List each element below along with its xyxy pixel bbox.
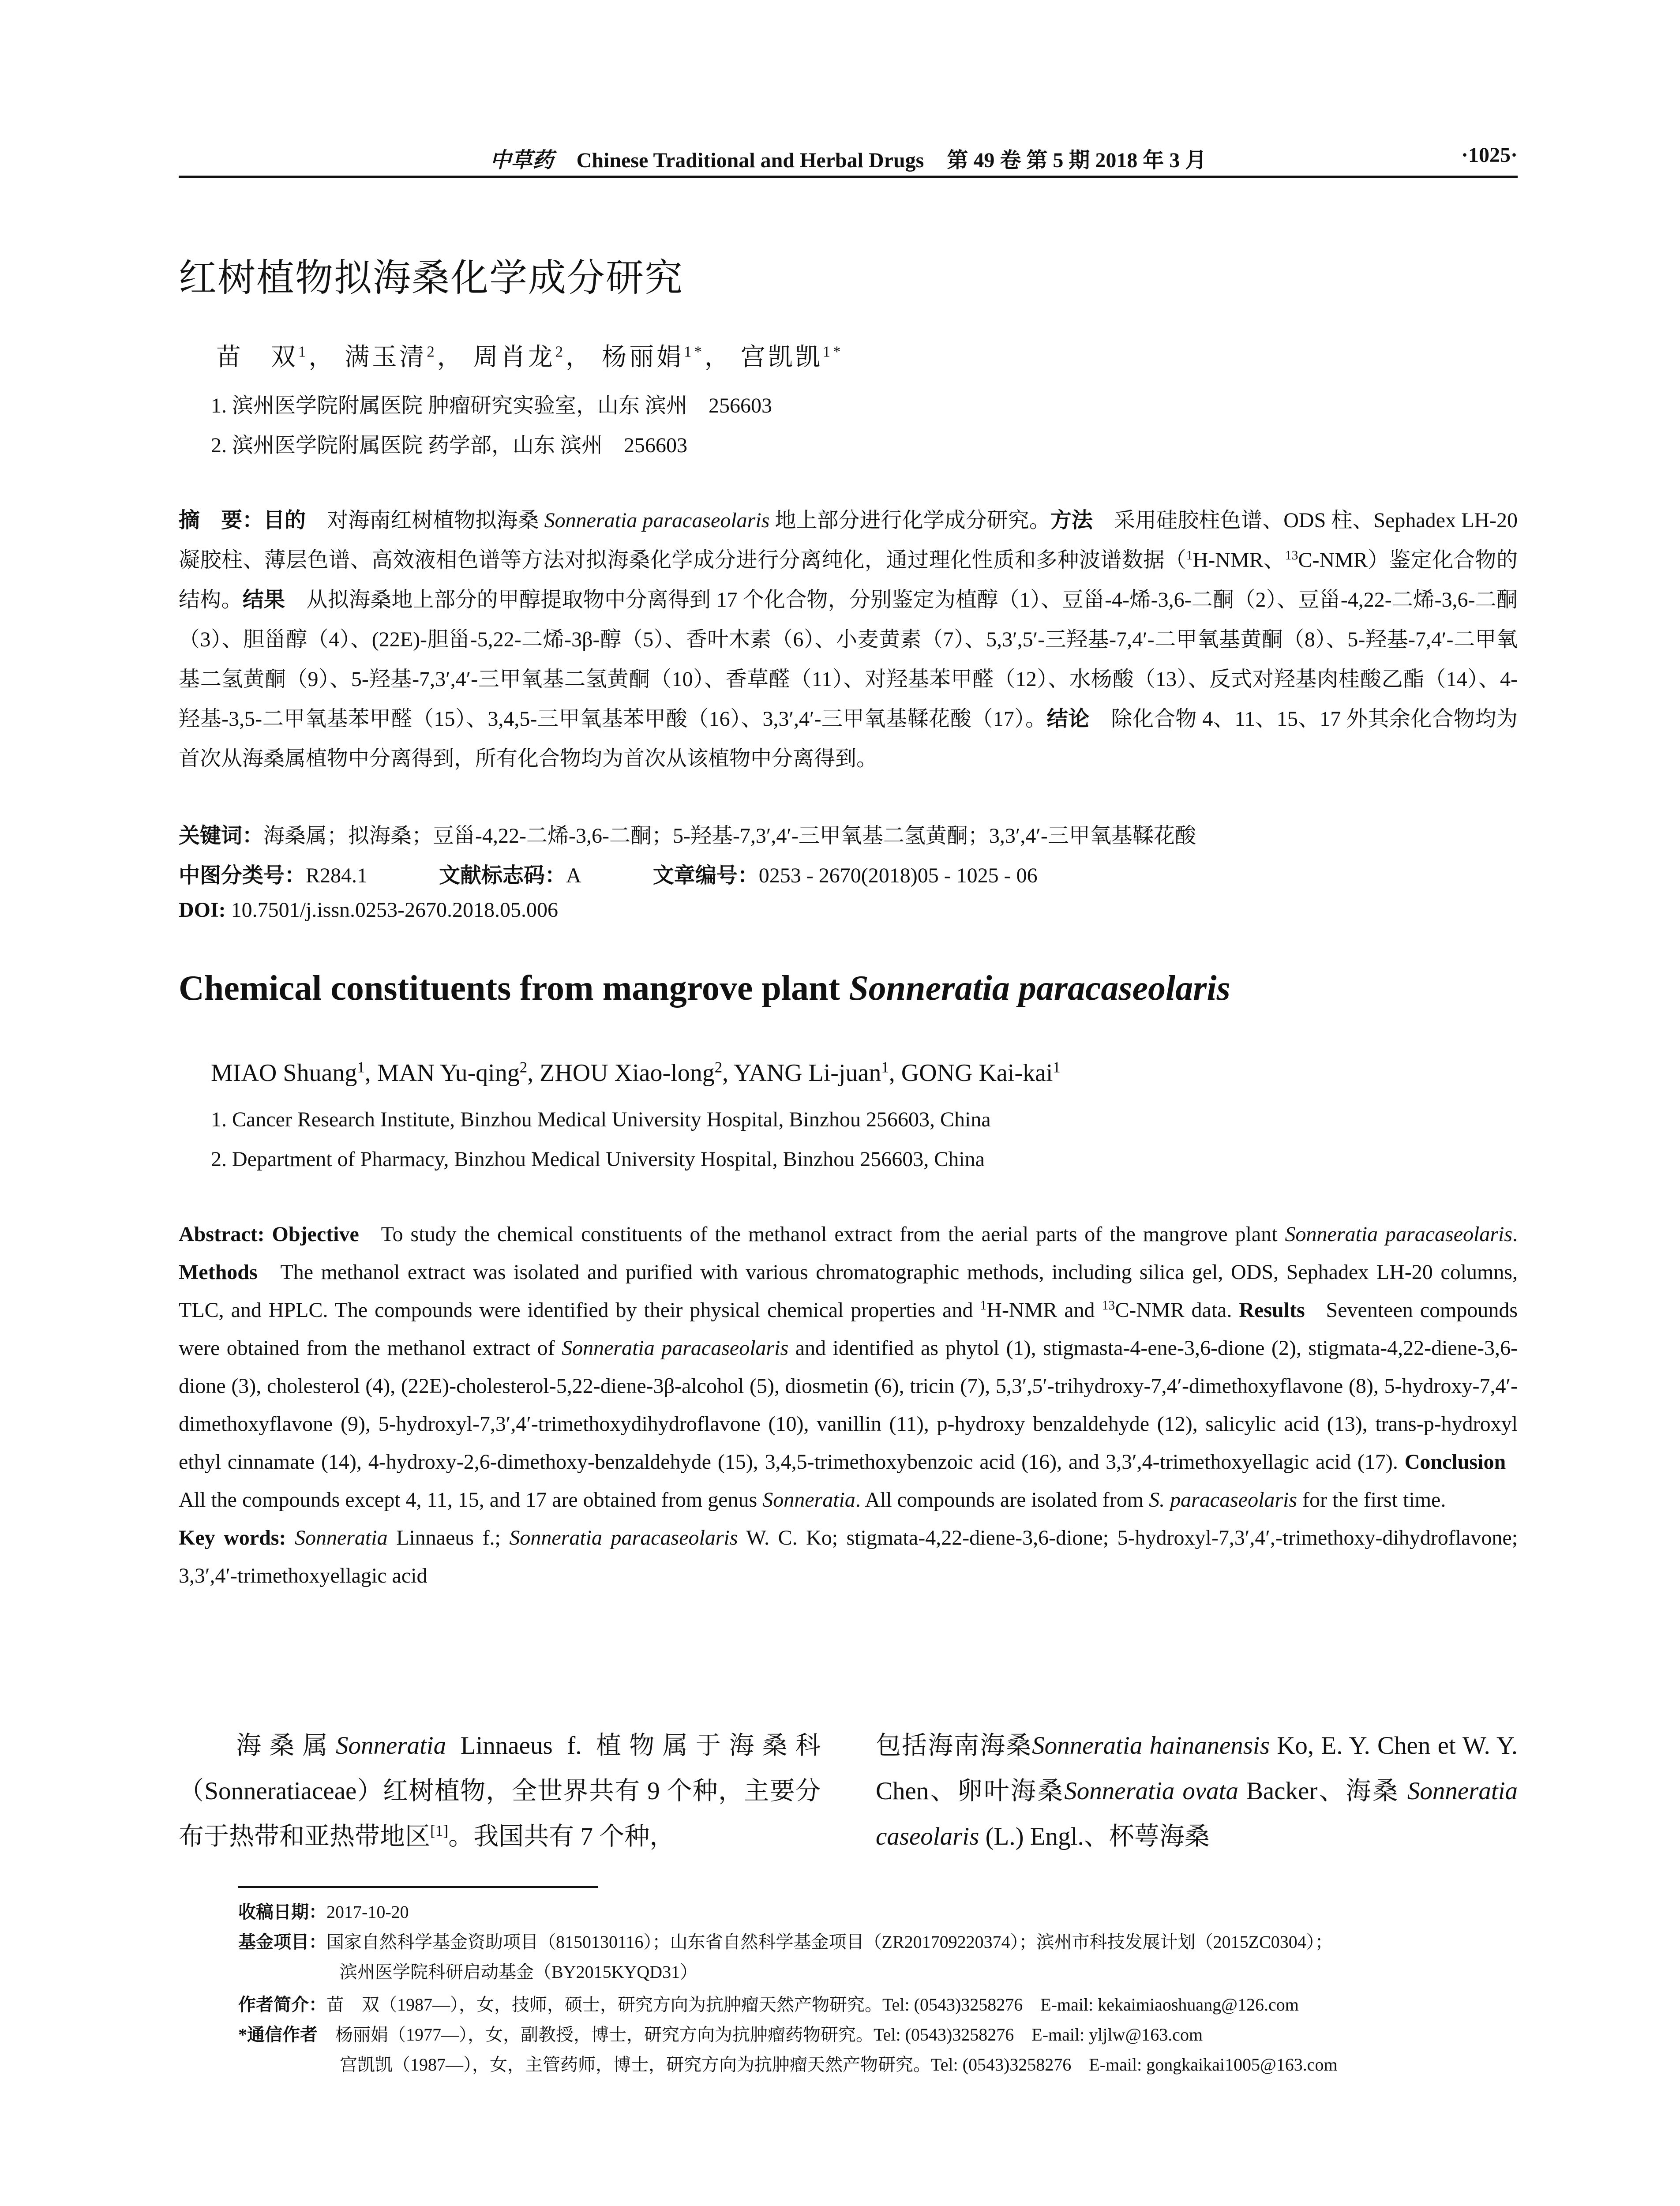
cn-objective-label: 目的 (263, 509, 306, 532)
cn-methods-label: 方法 (1050, 509, 1093, 532)
en-title: Chemical constituents from mangrove plant Sonneratia paracaseolaris (179, 969, 1230, 1008)
cn-author: 满玉清 (345, 344, 427, 371)
footnote-received: 收稿日期：2017-10-20 (238, 1902, 409, 1922)
cn-results-label: 结果 (242, 588, 285, 612)
cn-abstract: 摘 要：目的 对海南红树植物拟海桑 Sonneratia paracaseolaris 地上部分进行化学成分研究。方法 采用硅胶柱色谱、ODS 柱、Sephadex LH-20 凝胶柱、薄层色谱、高效液相色谱等方法对拟海桑化学成分进行分离纯化，通过理化性质和多种波谱数据（$^1$H-NMR、$^{13}$C-NMR）鉴定化合物的结构。结果 从拟海桑地上部分的甲醇提取物中分离得到 17 个化合物，分别鉴定为植醇（1）、豆甾-4-烯-3,6-二酮（2）、豆甾-4,22-二烯-3,6-二酮（3）、胆甾醇（4）、(22E)-胆甾-5,22-二烯-3β-醇（5）、香叶木素（6）、小麦黄素（7）、5,3′,5′-三羟基-7,4′-二甲氧基黄酮（8）、5-羟基-7,4′-二甲氧基二氢黄酮（9）、5-羟基-7,3′,4′-三甲氧基二氢黄酮（10）、香草醛（11）、对羟基苯甲醛（12）、水杨酸（13）、反式对羟基肉桂酸乙酯（14）、4-羟基-3,5-二甲氧基苯甲醛（15）、3,4,5-三甲氧基苯甲酸（16）、3,3′,4′-三甲氧基鞣花酸（17）。结论 除化合物 4、11、15、17 外其余化合物均为首次从海桑属植物中分离得到，所有化合物均为首次从该植物中分离得到。 (179, 509, 1518, 770)
en-abstract: Abstract: Objective To study the chemical constituents of the methanol extract from the aerial parts of the mangrove plant Sonneratia paracaseolaris. Methods The methanol extract was isolated and purified with various chromatographic methods, including silica gel, ODS, Sephadex LH-20 columns, TLC, and HPLC. The compounds were identified by their physical chemical properties and $^1$H-NMR and $^{13}$C-NMR data. Results Seventeen compounds were obtained from the methanol extract of Sonneratia paracaseolaris and identified as phytol (1), stigmasta-4-ene-3,6-dione (2), stigmata-4,22-diene-3,6-dione (3), cholesterol (4), (22E)-cholesterol-5,22-diene-3β-alcohol (5), diosmetin (6), tricin (7), 5,3′,5′-trihydroxy-7,4′-dimethoxyflavone (8), 5-hydroxy-7,4′-dimethoxyflavone (9), 5-hydroxyl-7,3′,4′-trimethoxydihydroflavone (10), vanillin (11), p-hydroxy benzaldehyde (12), salicylic acid (13), trans-p-hydroxyl ethyl cinnamate (14), 4-hydroxy-2,6-dimethoxy-benzaldehyde (15), 3,4,5-trimethoxybenzoic acid (16), and 3,3′,4-trimethoxyellagic acid (17). Conclusion All the compounds except 4, 11, 15, and 17 are obtained from genus Sonneratia. All compounds are isolated from S. paracaseolaris for the first time. Key words: Sonneratia Linnaeus f.; Sonneratia paracaseolaris W. C. Ko; stigmata-4,22-diene-3,6-dione; 5-hydroxyl-7,3′,4′,-trimethoxy-dihydroflavone; 3,3′,4′-trimethoxyellagic acid (179, 1223, 1518, 1587)
cn-author: 杨丽娟 (602, 344, 684, 371)
cn-affiliation-1: 1. 滨州医学院附属医院 肿瘤研究实验室，山东 滨州 256603 (211, 394, 772, 417)
cn-classification: 中图分类号：R284.1 文献标志码：A 文章编号：0253 - 2670(2018)05 - 1025 - 06 (179, 864, 1038, 887)
cn-affiliation-2: 2. 滨州医学院附属医院 药学部，山东 滨州 256603 (211, 434, 688, 457)
cn-author: 苗 双 (216, 344, 298, 371)
en-affiliation-1: 1. Cancer Research Institute, Binzhou Medical University Hospital, Binzhou 256603, China (211, 1108, 991, 1131)
cn-author: 宫凯凯 (740, 344, 823, 371)
body-column-left: 海桑属Sonneratia Linnaeus f. 植物属于海桑科（Sonneratiaceae）红树植物，全世界共有 9 个种，主要分布于热带和亚热带地区[1]。我国共有 7 个种， (179, 1732, 821, 1850)
footnote-author: 作者简介：苗 双（1987—），女，技师，硕士，研究方向为抗肿瘤天然产物研究。Tel: (0543)3258276 E-mail: kekaimiaoshuang@126.com (238, 1995, 1299, 2015)
cn-conclusion-label: 结论 (1046, 707, 1090, 731)
cn-keywords: 关键词：海桑属；拟海桑；豆甾-4,22-二烯-3,6-二酮；5-羟基-7,3′,4′-三甲氧基二氢黄酮；3,3′,4′-三甲氧基鞣花酸 (179, 824, 1196, 848)
journal-name-en: Chinese Traditional and Herbal Drugs (576, 149, 924, 172)
footnote-rule (238, 1886, 598, 1888)
body-column-right: 包括海南海桑Sonneratia hainanensis Ko, E. Y. Chen et W. Y. Chen、卵叶海桑Sonneratia ovata Backer、海桑 Sonneratia caseolaris (L.) Engl.、杯萼海桑 (876, 1732, 1518, 1850)
header-rule (179, 176, 1518, 178)
en-authors: MIAO Shuang$^1$, MAN Yu-qing$^2$, ZHOU Xiao-long$^2$, YANG Li-juan$^1$, GONG Kai-kai$^1$ (211, 1058, 1061, 1087)
en-keywords-label: Key words: (179, 1526, 286, 1549)
running-header (179, 138, 1518, 177)
cn-author: 周肖龙 (473, 344, 555, 371)
issue-info: 第 49 卷 第 5 期 2018 年 3 月 (947, 149, 1207, 172)
doi: DOI: 10.7501/j.issn.0253-2670.2018.05.006 (179, 898, 559, 922)
footnote-corresponding: *通信作者 杨丽娟（1977—），女，副教授，博士，研究方向为抗肿瘤药物研究。Tel: (0543)3258276 E-mail: yljlw@163.com 宫凯凯（1987—），女，主管药师，博士，研究方向为抗肿瘤天然产物研究。Tel: (0543)3258276 E-mail: gongkaikai1005@163.com (238, 2025, 1338, 2075)
footnote-fund: 基金项目：国家自然科学基金资助项目（8150130116）；山东省自然科学基金项目（ZR201709220374）；滨州市科技发展计划（2015ZC0304）； 滨州医学院科研启动基金（BY2015KYQD31） (238, 1932, 1333, 1982)
page-number: ·1025· (1461, 143, 1518, 167)
cn-authors: 苗 双$^1$， 满玉清$^2$， 周肖龙$^2$， 杨丽娟$^{1*}$， 宫凯凯$^{1*}$ (216, 343, 844, 371)
journal-name-cn: 中草药 (490, 149, 554, 172)
en-affiliation-2: 2. Department of Pharmacy, Binzhou Medical University Hospital, Binzhou 256603, China (211, 1148, 985, 1171)
cn-title: 红树植物拟海桑化学成分研究 (179, 256, 683, 300)
